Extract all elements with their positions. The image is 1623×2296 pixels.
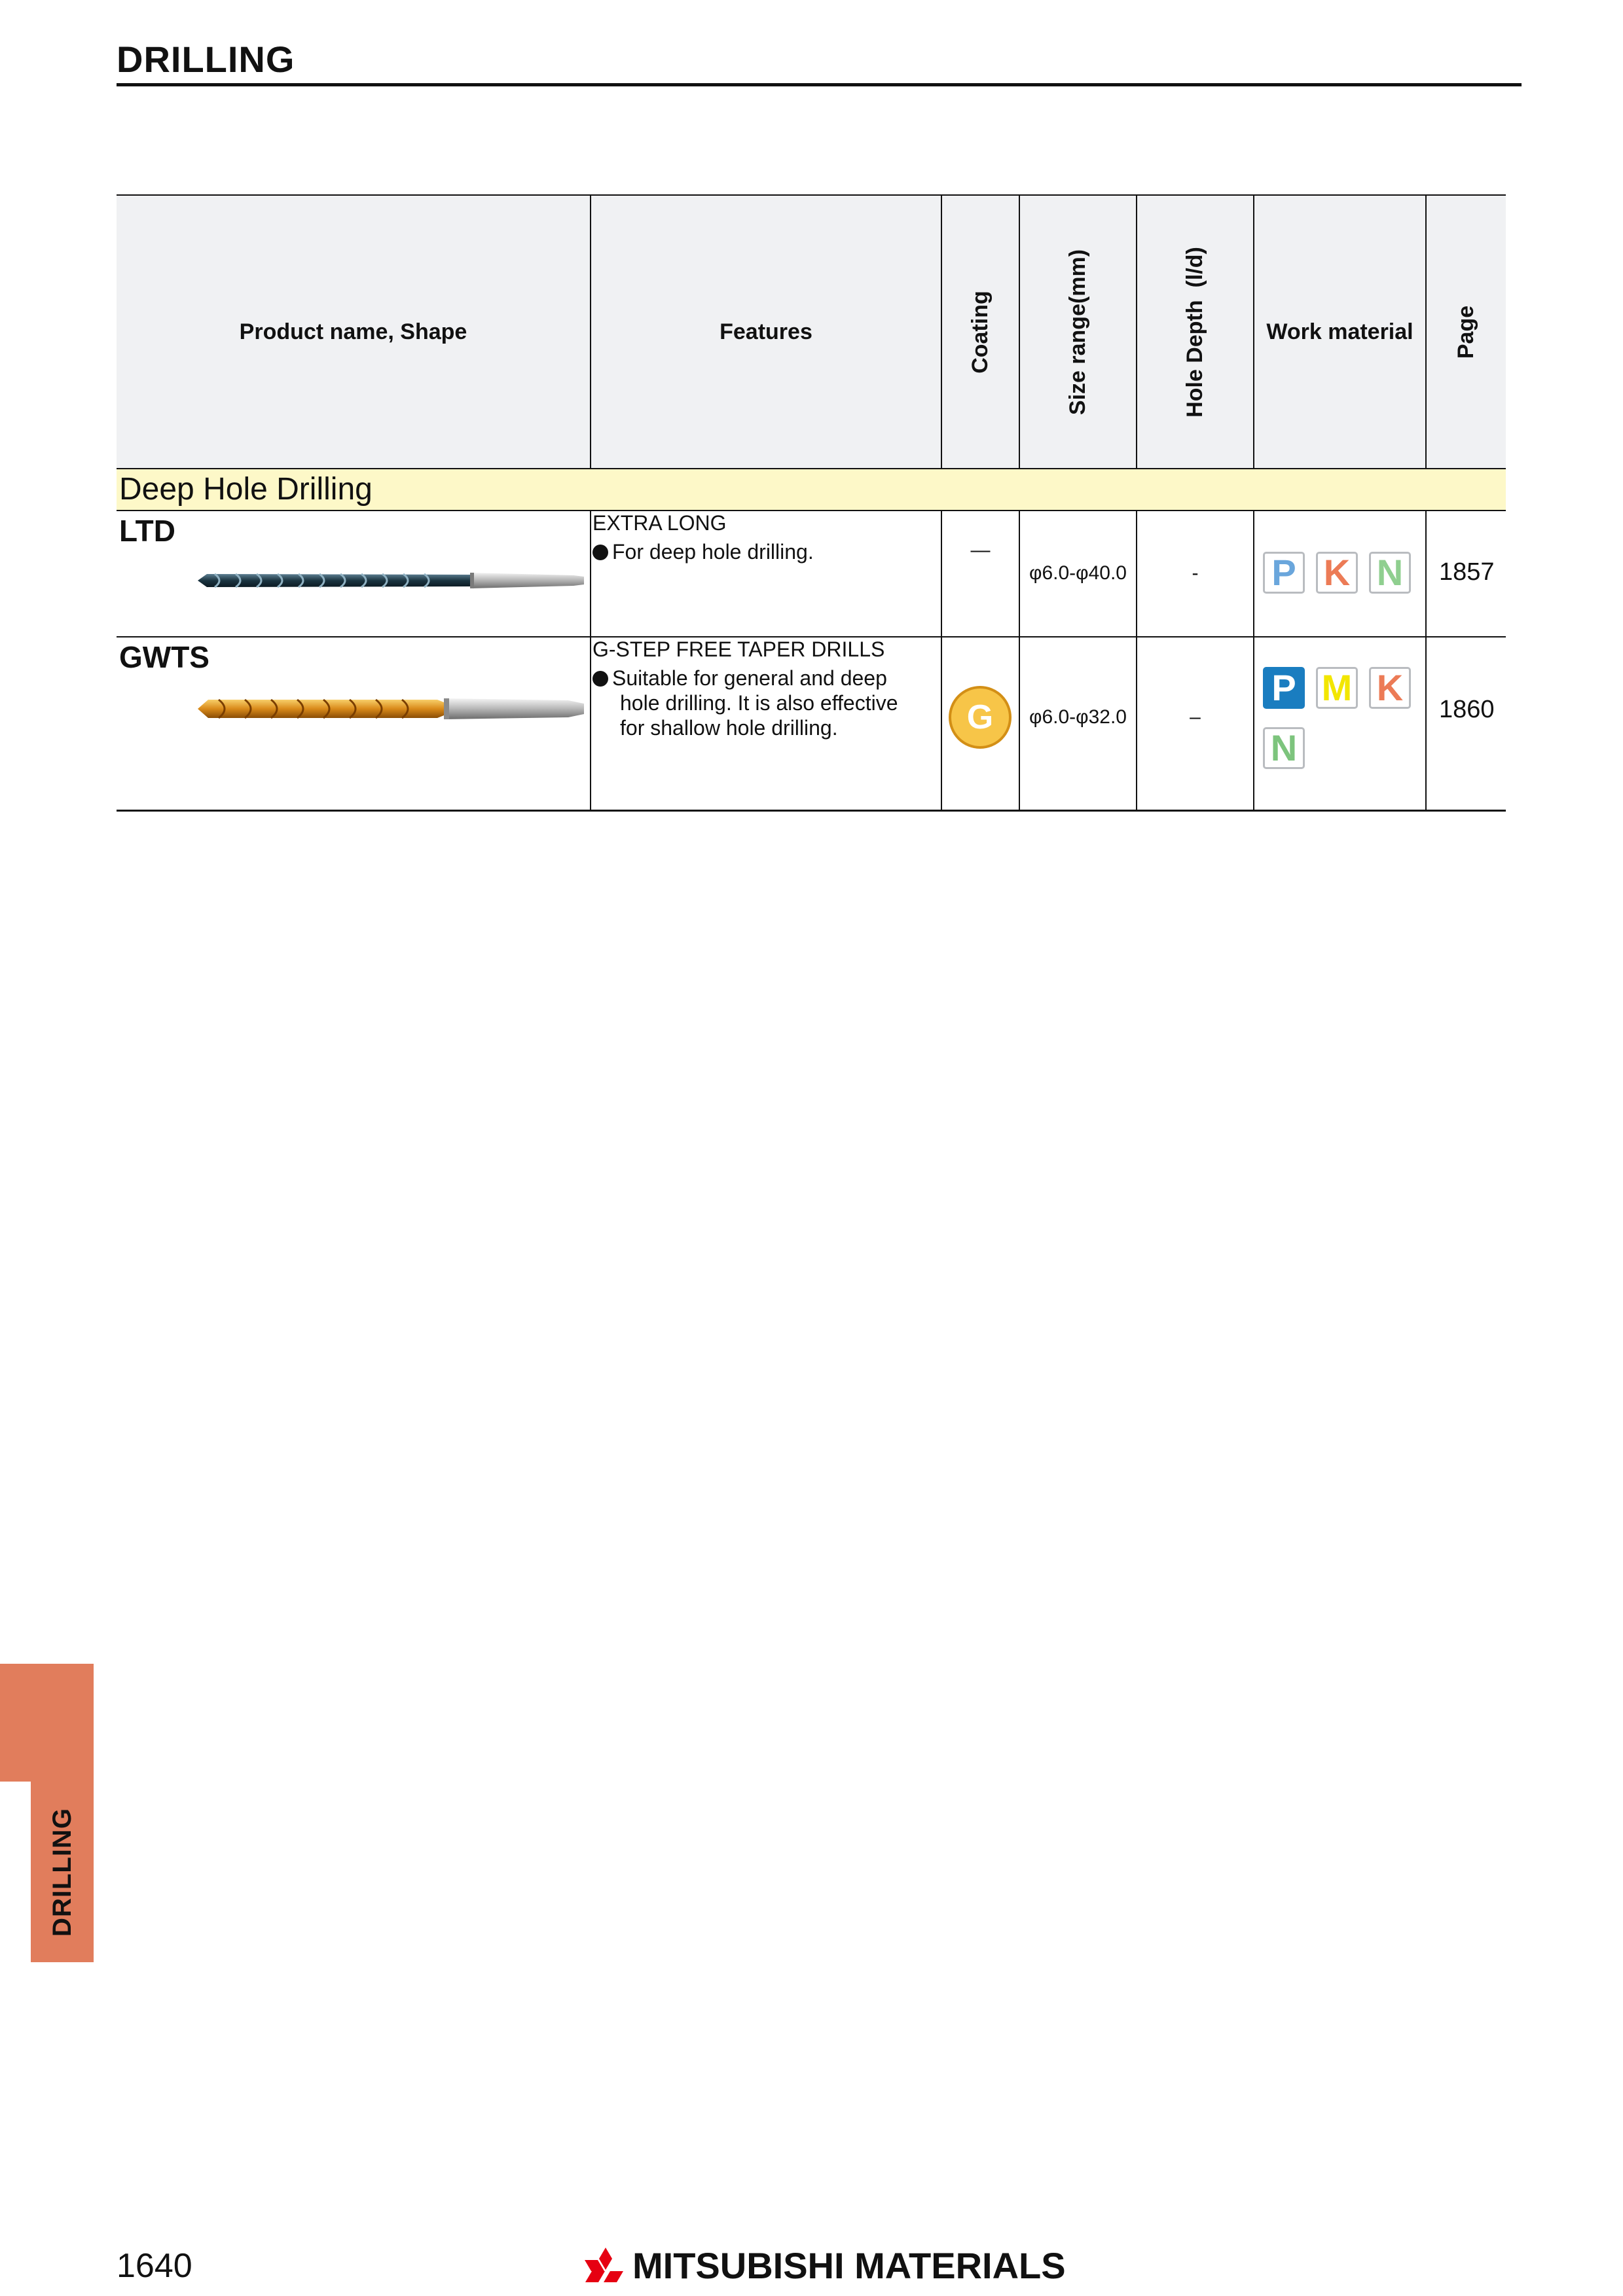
col-divider (590, 510, 591, 811)
material-k-icon: K (1316, 552, 1358, 594)
gwts-feature-text-2: hole drilling. It is also effective (620, 691, 898, 715)
column-header-product: Product name, Shape (239, 319, 467, 344)
section-bottom-rule (117, 510, 1506, 511)
gwts-feature-text-3: for shallow hole drilling. (620, 716, 838, 740)
column-header-hole-depth: Hole Depth (l/d) (1182, 246, 1207, 418)
page-title: DRILLING (117, 39, 295, 80)
coating-g-icon: G (949, 686, 1012, 749)
gwts-feature-title: G-STEP FREE TAPER DRILLS (593, 637, 885, 661)
gwts-hole-depth: – (1190, 706, 1201, 728)
gwts-page: 1860 (1439, 696, 1495, 723)
ltd-coating: — (970, 539, 991, 561)
material-p-icon: P (1263, 667, 1305, 709)
column-header-work-material: Work material (1266, 319, 1413, 344)
three-diamonds-logo-icon (584, 2246, 627, 2284)
column-header-features: Features (720, 319, 812, 344)
product-name-ltd: LTD (119, 514, 176, 548)
brand-name: MITSUBISHI MATERIALS (632, 2244, 1066, 2286)
column-header-size-range: Size range(mm) (1065, 249, 1090, 415)
column-header-page: Page (1453, 305, 1478, 359)
material-k-icon: K (1369, 667, 1411, 709)
column-header-coating: Coating (968, 290, 993, 374)
table-bottom-rule (117, 810, 1506, 812)
ltd-feature-title: EXTRA LONG (593, 511, 727, 535)
gwts-drill-image (195, 692, 588, 726)
side-section-tab (0, 1664, 94, 1962)
bullet-icon (593, 671, 608, 687)
side-tab-label: DRILLING (47, 1807, 77, 1937)
material-n-icon: N (1263, 727, 1305, 769)
header-rule (117, 83, 1522, 86)
product-name-gwts: GWTS (119, 640, 210, 674)
ltd-hole-depth: - (1192, 562, 1199, 584)
col-divider (1253, 510, 1254, 811)
product-table (117, 194, 1506, 812)
ltd-size-range: φ6.0-φ40.0 (1029, 562, 1127, 584)
material-m-icon: M (1316, 667, 1358, 709)
page-number: 1640 (117, 2247, 192, 2285)
gwts-size-range: φ6.0-φ32.0 (1029, 706, 1127, 728)
section-title: Deep Hole Drilling (119, 472, 373, 507)
brand-logo (584, 2242, 1066, 2288)
side-tab-flap (0, 1664, 31, 1782)
ltd-drill-image (195, 566, 588, 595)
col-divider (1425, 510, 1427, 811)
bullet-icon (593, 545, 608, 560)
ltd-feature-text: For deep hole drilling. (593, 539, 814, 564)
material-n-icon: N (1369, 552, 1411, 594)
ltd-page: 1857 (1439, 558, 1495, 586)
gwts-feature-text-1: Suitable for general and deep (593, 666, 887, 691)
material-p-icon: P (1263, 552, 1305, 594)
